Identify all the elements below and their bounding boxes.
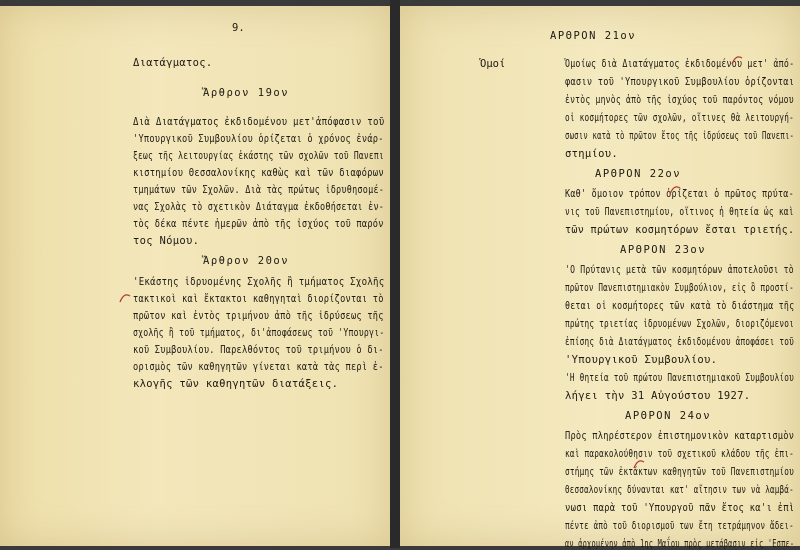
text-line: στημίου. [565,148,618,160]
article-23-heading: ΑΡΘΡΟΝ 23ον [620,244,707,256]
text-line: τμημάτων τῶν Σχολῶν. Διὰ τὰς πρώτως ἱδρυθησομέ- [133,184,385,196]
article-22-heading: ΑΡΘΡΟΝ 22ον [595,168,682,180]
text-line: 'Η θητεία τοῦ πρώτου Πανεπιστημιακοῦ Συμβουλίου [565,372,795,384]
text-line: φασιν τοῦ 'Υπουργικοῦ Συμβουλίου ὁρίζονται [565,76,795,88]
pencil-mark-icon [668,182,682,196]
text-line: θεται οἱ κοσμήτορες τῶν κατὰ τὸ διάστημα τῆς [565,300,795,312]
text-line: 'Υπουργικοῦ Συμβουλίου. [565,354,718,366]
text-line: 'Ο Πρύτανις μετὰ τῶν κοσμητόρων ἀποτελοῦσι τὸ [565,264,794,276]
text-line: νας Σχολὰς τὸ σχετικὸν Διάταγμα ἐκδοθήσεται ἐν- [133,201,385,213]
pencil-mark-icon [632,456,646,470]
text-line: 'Υπουργικοῦ Συμβουλίου ὁρίζεται ὁ χρόνος ἐνάρ- [133,133,384,145]
text-line: οἱ κοσμήτορες τῶν σχολῶν, οἵτινες θὰ λειτουργή- [565,112,795,124]
text-line: τακτικοὶ καὶ ἔκτακτοι καθηγηταὶ διορίζονται τὸ [133,293,384,305]
margin-note: Ὁμοί [480,58,506,70]
text-line: Ὁμοίως διὰ Διατάγματος ἐκδιδομένου μετ' ἀπό- [565,58,795,70]
text-line: ξεως τῆς λειτουργίας ἑκάστης τῶν σχολῶν τοῦ Πανεπι [133,150,384,162]
binding-spine [390,0,400,548]
text-line: νωσι παρὰ τοῦ 'Υπουργοῦ πᾶν ἔτος κα'ι ἐπὶ [565,502,795,514]
text-line: σωσιν κατὰ τὸ πρῶτον ἔτος τῆς ἱδρύσεως τοῦ Πανεπι- [565,130,795,142]
text-line: κιστημίου Θεσσαλονίκης καθὼς καὶ τῶν διαφόρων [133,167,384,179]
article-21-heading: ΑΡΘΡΟΝ 21ον [550,30,637,42]
text-line: πρώτης τριετίας ἱδρυομένων Σχολῶν, διοριζόμενοι [565,318,795,330]
text-line: λήγει τὴν 31 Αὐγούστου 1927. [565,390,751,402]
text-line: Διὰ Διατάγματος ἐκδιδομένου μετ'ἀπόφασιν τοῦ [133,116,385,128]
page-number: 9. [232,22,245,34]
text-line: Καθ' ὅμοιον τρόπον ὁρίζεται ὁ πρῶτος πρύτα- [565,188,794,200]
pencil-mark-icon [730,52,744,66]
text-line: τος Νόμου. [133,235,200,247]
text-line: κλογῆς τῶν καθηγητῶν διατάξεις. [133,378,339,390]
text-line: αν ἀρχομένην ἀπὸ 1ης Μαΐου πρὸς μετάβασιν εἰς 'Εσπε- [565,538,795,550]
text-line: ορισμὸς τῶν καθηγητῶν γίνεται κατὰ τὰς περὶ ἐ- [133,361,384,373]
text-line: ἐντὸς μηνὸς ἀπὸ τῆς ἰσχύος τοῦ παρόντος νόμου [565,94,794,106]
left-page [0,6,390,546]
text-line: σχολῆς ἢ τοῦ τμήματος, δι'ἀποφάσεως τοῦ 'Υπουργι- [133,327,385,339]
pencil-mark-icon [118,290,132,304]
text-line: καὶ παρακολούθησιν τοῦ σχετικοῦ κλάδου τῆς ἐπι- [565,448,795,460]
text-line: πρῶτον καὶ ἐντὸς τριμήνου ἀπὸ τῆς ἱδρύσεως τῆς [133,310,384,322]
text-line: στήμης τῶν ἐκτάκτων καθηγητῶν τοῦ Πανεπιστημίου [565,466,795,478]
text-line: νις τοῦ Πανεπιστημίου, οἵτινος ἡ θητεία ὡς καὶ [565,206,794,218]
text-line: 'Εκάστης ἱδρυομένης Σχολῆς ἢ τμήματος Σχολῆς [133,276,385,288]
top-fragment: Διατάγματος. [133,57,213,69]
text-line: Θεσσαλονίκης δύνανται κατ' αἴτησιν των νὰ λαμβά- [565,484,794,496]
article-24-heading: ΑΡΘΡΟΝ 24ον [625,410,712,422]
article-20-heading: Ἄρθρον 20ον [203,255,290,267]
text-line: πέντε ἀπὸ τοῦ διορισμοῦ των ἔτη τετράμηνον ἄδει- [565,520,794,532]
text-line: Πρὸς πληρέστερον ἐπιστημονικὸν καταρτισμὸν [565,430,795,442]
text-line: πρῶτον Πανεπιστημιακὸν Συμβούλιον, εἰς ὃ προστί- [565,282,794,294]
text-line: τὸς δέκα πέντε ἡμερῶν ἀπὸ τῆς ἰσχύος τοῦ παρόν [133,218,384,230]
text-line: τῶν πρώτων κοσμητόρων ἔσται τριετής. [565,224,795,236]
right-page [400,6,800,550]
text-line: κοῦ Συμβουλίου. Παρελθόντος τοῦ τριμήνου ὁ δι- [133,344,384,356]
article-19-heading: Ἄρθρον 19ον [203,87,290,99]
text-line: ἐπίσης διὰ Διατάγματος ἐκδιδομένου ἀποφάσει τοῦ [565,336,795,348]
